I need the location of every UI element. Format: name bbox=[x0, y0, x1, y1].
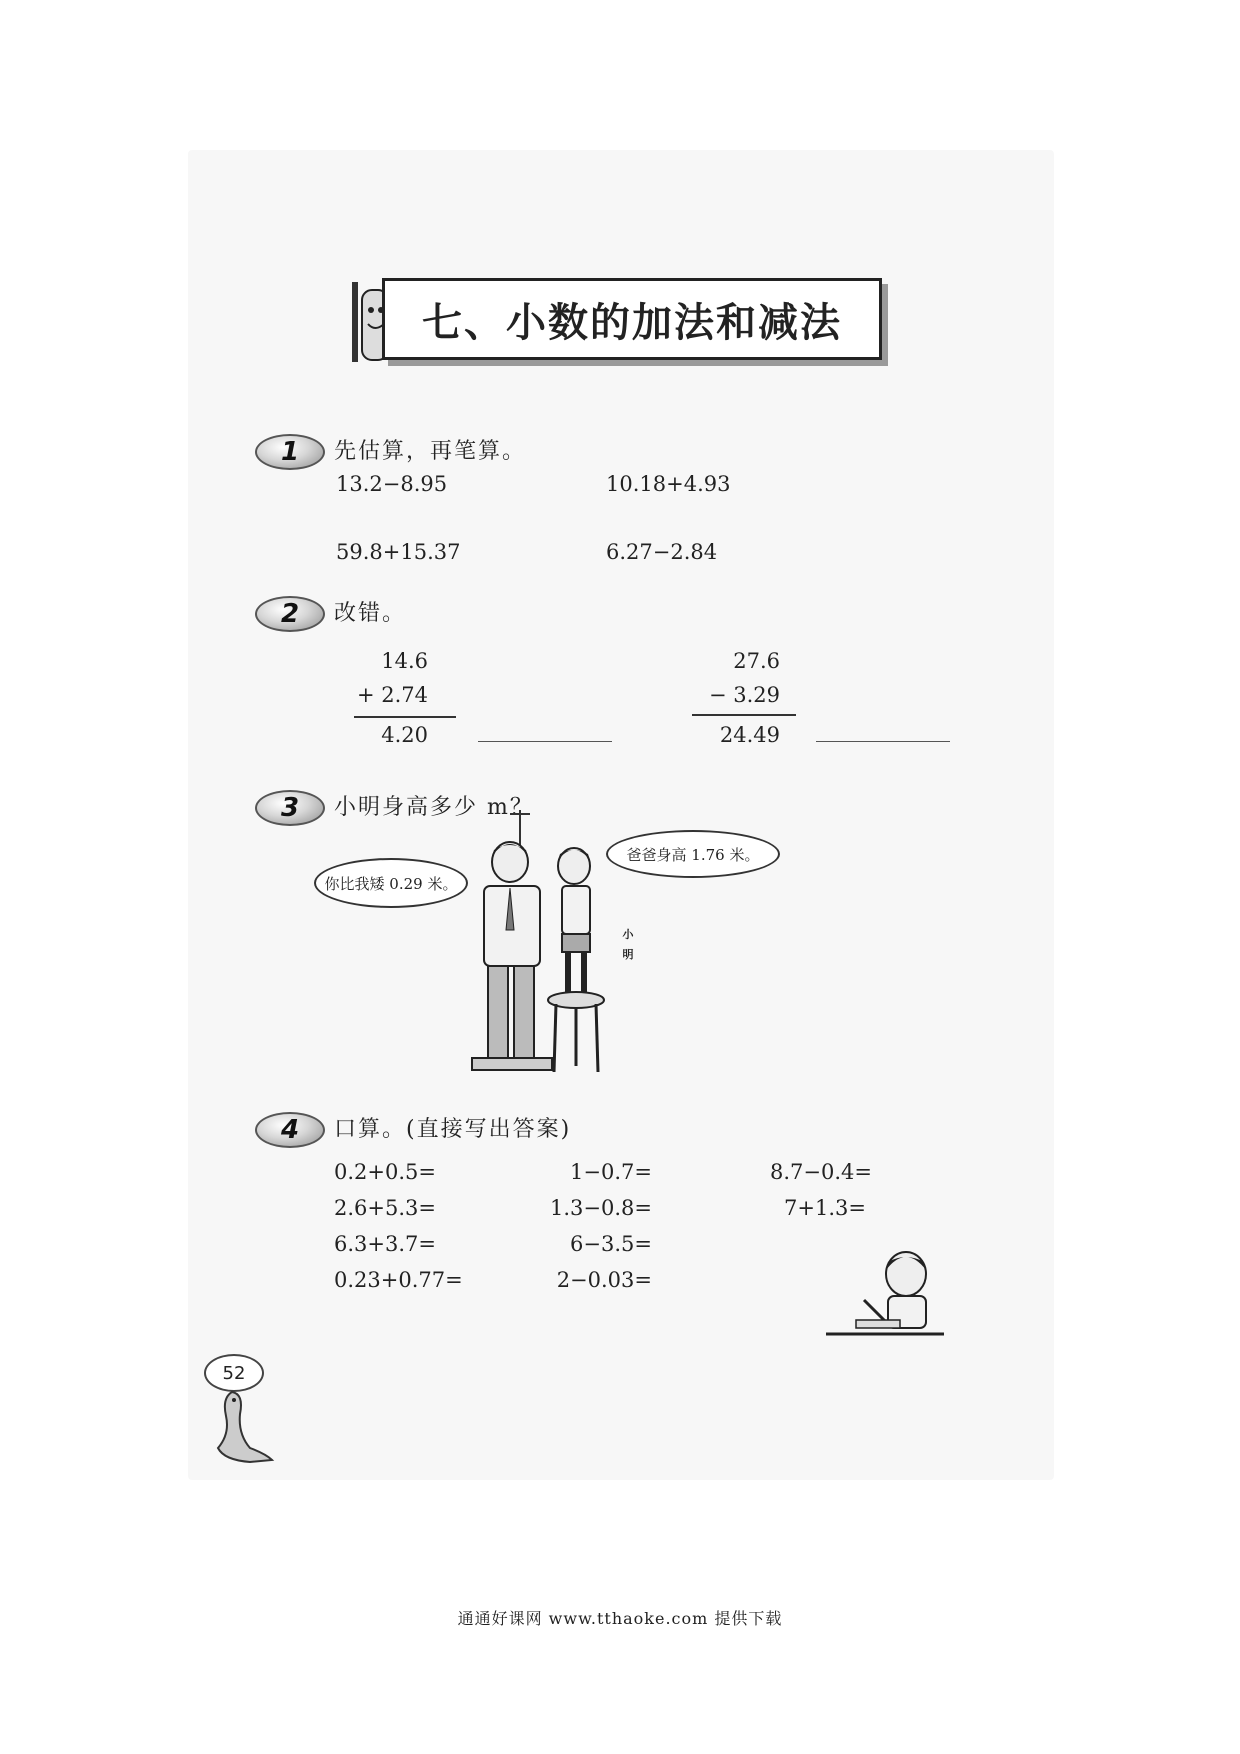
vertical-calc-b bbox=[690, 644, 780, 752]
vertical-calc-a bbox=[346, 644, 428, 752]
title-banner bbox=[382, 278, 882, 360]
calc-a-answer-line[interactable] bbox=[478, 741, 612, 742]
question-badge-1: 1 bbox=[255, 434, 325, 470]
speech-bubble-right: 爸爸身高 1.76 米。 bbox=[606, 830, 780, 878]
calc-b-divider bbox=[692, 714, 796, 716]
q1-item-2: 10.18+4.93 bbox=[606, 472, 731, 496]
mental-item-4-1: 0.23+0.77= bbox=[334, 1268, 463, 1292]
q3-instruction: 小明身高多少 m？ bbox=[334, 795, 534, 820]
calc-a-operand: + 2.74 bbox=[356, 683, 428, 707]
calc-b-result: 24.49 bbox=[719, 723, 780, 747]
footer-download-note: 通通好课网 www.tthaoke.com 提供下载 bbox=[457, 1609, 783, 1628]
q1-item-4: 6.27−2.84 bbox=[606, 540, 718, 564]
calc-b-top: 27.6 bbox=[733, 649, 780, 673]
mental-item-1-3: 8.7−0.4= bbox=[770, 1160, 872, 1184]
q2-instruction: 改错。 bbox=[334, 601, 407, 626]
father-and-son-illustration bbox=[456, 810, 616, 1100]
calc-a-result: 4.20 bbox=[381, 723, 428, 747]
q1-instruction: 先估算，再笔算。 bbox=[334, 439, 527, 464]
question-badge-3: 3 bbox=[255, 790, 325, 826]
q4-instruction: 口算。(直接写出答案) bbox=[334, 1117, 572, 1142]
calc-a-top: 14.6 bbox=[381, 649, 428, 673]
xiaoming-label: 小明 bbox=[622, 928, 634, 961]
calc-b-operand: − 3.29 bbox=[708, 683, 780, 707]
studying-boy-illustration bbox=[826, 1236, 946, 1346]
speech-bubble-left: 你比我矮 0.29 米。 bbox=[314, 858, 468, 908]
q1-item-3: 59.8+15.37 bbox=[336, 540, 461, 564]
mental-item-3-2: 6−3.5= bbox=[570, 1232, 652, 1256]
calc-b-answer-line[interactable] bbox=[816, 741, 950, 742]
page-number: 52 bbox=[204, 1354, 264, 1392]
mental-item-2-2: 1.3−0.8= bbox=[550, 1196, 652, 1220]
mental-item-2-1: 2.6+5.3= bbox=[334, 1196, 436, 1220]
mental-item-2-3: 7+1.3= bbox=[784, 1196, 866, 1220]
question-badge-4: 4 bbox=[255, 1112, 325, 1148]
mental-item-4-2: 2−0.03= bbox=[556, 1268, 652, 1292]
page-title: 七、小数的加法和减法 bbox=[422, 298, 842, 346]
q1-item-1: 13.2−8.95 bbox=[336, 472, 448, 496]
mental-item-1-2: 1−0.7= bbox=[570, 1160, 652, 1184]
mental-item-3-1: 6.3+3.7= bbox=[334, 1232, 436, 1256]
mental-item-1-1: 0.2+0.5= bbox=[334, 1160, 436, 1184]
question-badge-2: 2 bbox=[255, 596, 325, 632]
seal-icon bbox=[210, 1388, 280, 1468]
calc-a-divider bbox=[354, 716, 456, 718]
